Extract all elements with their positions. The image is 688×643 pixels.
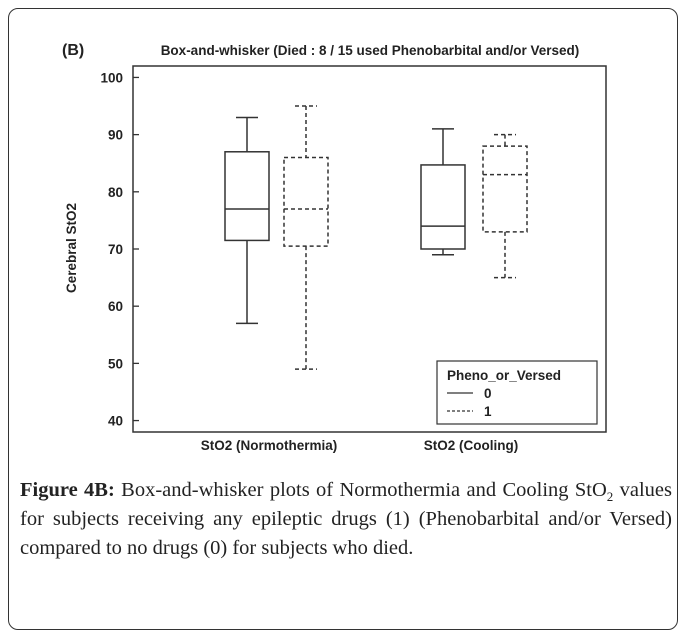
caption-subscript: 2	[606, 489, 614, 505]
iqr-box	[421, 165, 465, 249]
caption-text-1: Box-and-whisker plots of Normothermia and Cooling StO	[114, 479, 607, 501]
legend	[437, 361, 597, 424]
iqr-box	[284, 158, 328, 247]
x-category-label: StO2 (Cooling)	[423, 438, 519, 453]
y-tick-label: 60	[107, 299, 123, 315]
boxes-group	[225, 106, 527, 369]
caption-text-2: values for subjects receiving any epileptic drugs (1) (Phenobarbital and/or Versed) compared to no drugs (0) for subjects who died.	[20, 479, 673, 559]
y-tick-label: 90	[107, 127, 123, 143]
y-tick-label: 40	[107, 413, 123, 429]
x-category-label: StO2 (Normothermia)	[200, 438, 338, 453]
legend-entry-1: 1	[484, 404, 492, 419]
y-tick-label: 80	[107, 184, 123, 200]
box-0-1	[421, 129, 465, 255]
iqr-box	[483, 146, 527, 232]
y-tick-label: 50	[107, 356, 123, 372]
box-1-1	[483, 135, 527, 278]
box-1-0	[284, 106, 328, 369]
box-0-0	[225, 117, 269, 323]
figure-caption	[20, 476, 672, 563]
y-axis-label: Cerebral StO2	[64, 202, 79, 294]
legend-title: Pheno_or_Versed	[447, 368, 562, 383]
chart-title: Box-and-whisker (Died : 8 / 15 used Phenobarbital and/or Versed)	[160, 43, 580, 58]
legend-entry-0: 0	[484, 386, 492, 401]
y-tick-label: 100	[100, 70, 123, 86]
caption-label: Figure 4B:	[20, 479, 115, 501]
panel-label: (B)	[62, 42, 85, 59]
iqr-box	[225, 152, 269, 241]
y-tick-label: 70	[107, 242, 123, 257]
